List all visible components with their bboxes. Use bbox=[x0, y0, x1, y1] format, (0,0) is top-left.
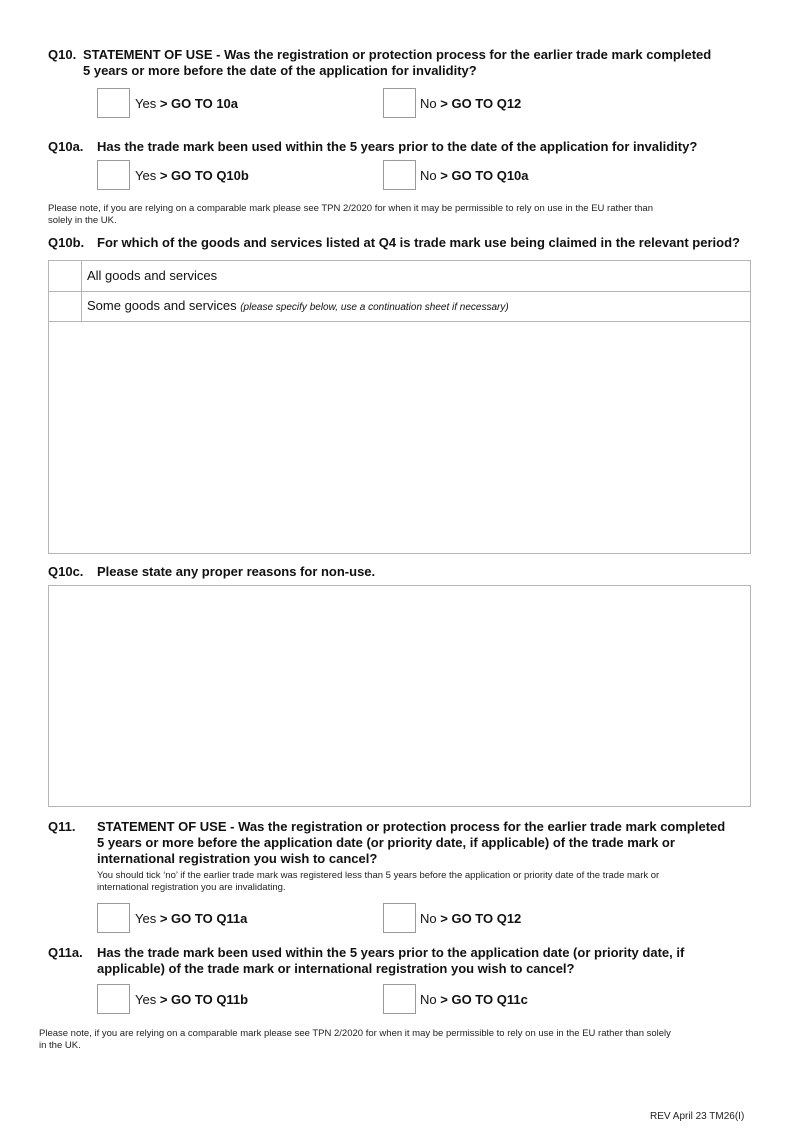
q10b-some-option bbox=[87, 298, 509, 313]
q10-no-label: No bbox=[420, 96, 437, 111]
q11-no-checkbox[interactable] bbox=[383, 903, 416, 933]
q10a-number: Q10a. bbox=[48, 139, 84, 154]
q11-yes-goto: > GO TO Q11a bbox=[159, 911, 248, 926]
q10a-no-checkbox[interactable] bbox=[383, 160, 416, 190]
q10b-some-checkbox[interactable] bbox=[49, 291, 82, 321]
q11-no-label: No bbox=[420, 911, 437, 926]
q10b-all-label: All goods and services bbox=[87, 268, 218, 283]
q11-question-line3: international registration you wish to cancel? bbox=[97, 851, 378, 866]
q11a-no-option bbox=[420, 992, 528, 1008]
q10-yes-goto: > GO TO 10a bbox=[159, 96, 239, 111]
q10-yes-option bbox=[135, 96, 238, 112]
q11a-number: Q11a. bbox=[48, 945, 83, 960]
q11a-yes-goto: > GO TO Q11b bbox=[159, 992, 249, 1007]
q11-yes-option bbox=[135, 911, 247, 927]
q10a-yes-goto: > GO TO Q10b bbox=[159, 168, 249, 183]
q11a-yes-option bbox=[135, 992, 248, 1008]
q10a-no-label: No bbox=[420, 168, 437, 183]
q11a-question-line1: Has the trade mark been used within the 5 years prior to the application date (or priority date, if bbox=[97, 945, 685, 960]
q10a-no-option bbox=[420, 168, 529, 184]
q10-question-line1: STATEMENT OF USE - Was the registration or protection process for the earlier trade mark completed bbox=[83, 47, 712, 62]
q10a-yes-option bbox=[135, 168, 249, 184]
q10c-number: Q10c. bbox=[48, 564, 84, 579]
q11-hint-line1: You should tick ‘no’ if the earlier trade mark was registered less than 5 years before the application or priority date of the trade mark or bbox=[97, 870, 660, 881]
q11-no-goto: > GO TO Q12 bbox=[440, 911, 522, 926]
q11a-no-label: No bbox=[420, 992, 437, 1007]
q10-no-checkbox[interactable] bbox=[383, 88, 416, 118]
q11a-no-checkbox[interactable] bbox=[383, 984, 416, 1014]
q10a-yes-checkbox[interactable] bbox=[97, 160, 130, 190]
q10-number: Q10. bbox=[48, 47, 77, 62]
q10a-question: Has the trade mark been used within the 5 years prior to the date of the application for invalidity? bbox=[97, 139, 698, 154]
footer-note-line1: Please note, if you are relying on a comparable mark please see TPN 2/2020 for when it may be permissible to rely on use in the EU rather than solely bbox=[39, 1028, 671, 1039]
q11-yes-label: Yes bbox=[135, 911, 157, 926]
q10b-question: For which of the goods and services listed at Q4 is trade mark use being claimed in the relevant period? bbox=[97, 235, 740, 250]
q10-no-goto: > GO TO Q12 bbox=[440, 96, 522, 111]
q10c-reasons-field[interactable] bbox=[48, 585, 751, 807]
q10-yes-checkbox[interactable] bbox=[97, 88, 130, 118]
footer-note-line2: in the UK. bbox=[39, 1040, 81, 1051]
q11a-question-line2: applicable) of the trade mark or international registration you wish to cancel? bbox=[97, 961, 575, 976]
q10-no-option bbox=[420, 96, 521, 112]
q11-hint-line2: international registration you are invalidating. bbox=[97, 882, 286, 893]
q11a-no-goto: > GO TO Q11c bbox=[440, 992, 528, 1007]
q10b-some-label: Some goods and services bbox=[87, 298, 237, 313]
q10-question-line2: 5 years or more before the date of the application for invalidity? bbox=[83, 63, 477, 78]
q11a-yes-checkbox[interactable] bbox=[97, 984, 130, 1014]
q11a-yes-label: Yes bbox=[135, 992, 157, 1007]
q10-yes-label: Yes bbox=[135, 96, 157, 111]
q11-number: Q11. bbox=[48, 819, 76, 834]
q10a-note-line1: Please note, if you are relying on a comparable mark please see TPN 2/2020 for when it may be permissible to rely on use in the EU rather than bbox=[48, 203, 653, 214]
q11-no-option bbox=[420, 911, 521, 927]
q10a-yes-label: Yes bbox=[135, 168, 157, 183]
q10b-row-all bbox=[49, 261, 750, 292]
q10b-some-hint: (please specify below, use a continuation sheet if necessary) bbox=[240, 302, 509, 313]
q11-yes-checkbox[interactable] bbox=[97, 903, 130, 933]
form-reference: REV April 23 TM26(I) bbox=[650, 1111, 745, 1122]
q10b-row-some bbox=[49, 291, 750, 322]
q10a-no-goto: > GO TO Q10a bbox=[440, 168, 529, 183]
q11-question-line2: 5 years or more before the application date (or priority date, if applicable) of the trade mark or bbox=[97, 835, 675, 850]
q10b-number: Q10b. bbox=[48, 235, 85, 250]
q10a-note-line2: solely in the UK. bbox=[48, 215, 117, 226]
q10b-goods-table bbox=[48, 260, 751, 554]
q10b-specify-area[interactable] bbox=[49, 322, 750, 553]
q10c-question: Please state any proper reasons for non-use. bbox=[97, 564, 376, 579]
q11-question-line1: STATEMENT OF USE - Was the registration or protection process for the earlier trade mark completed bbox=[97, 819, 726, 834]
q10b-all-checkbox[interactable] bbox=[49, 261, 82, 291]
